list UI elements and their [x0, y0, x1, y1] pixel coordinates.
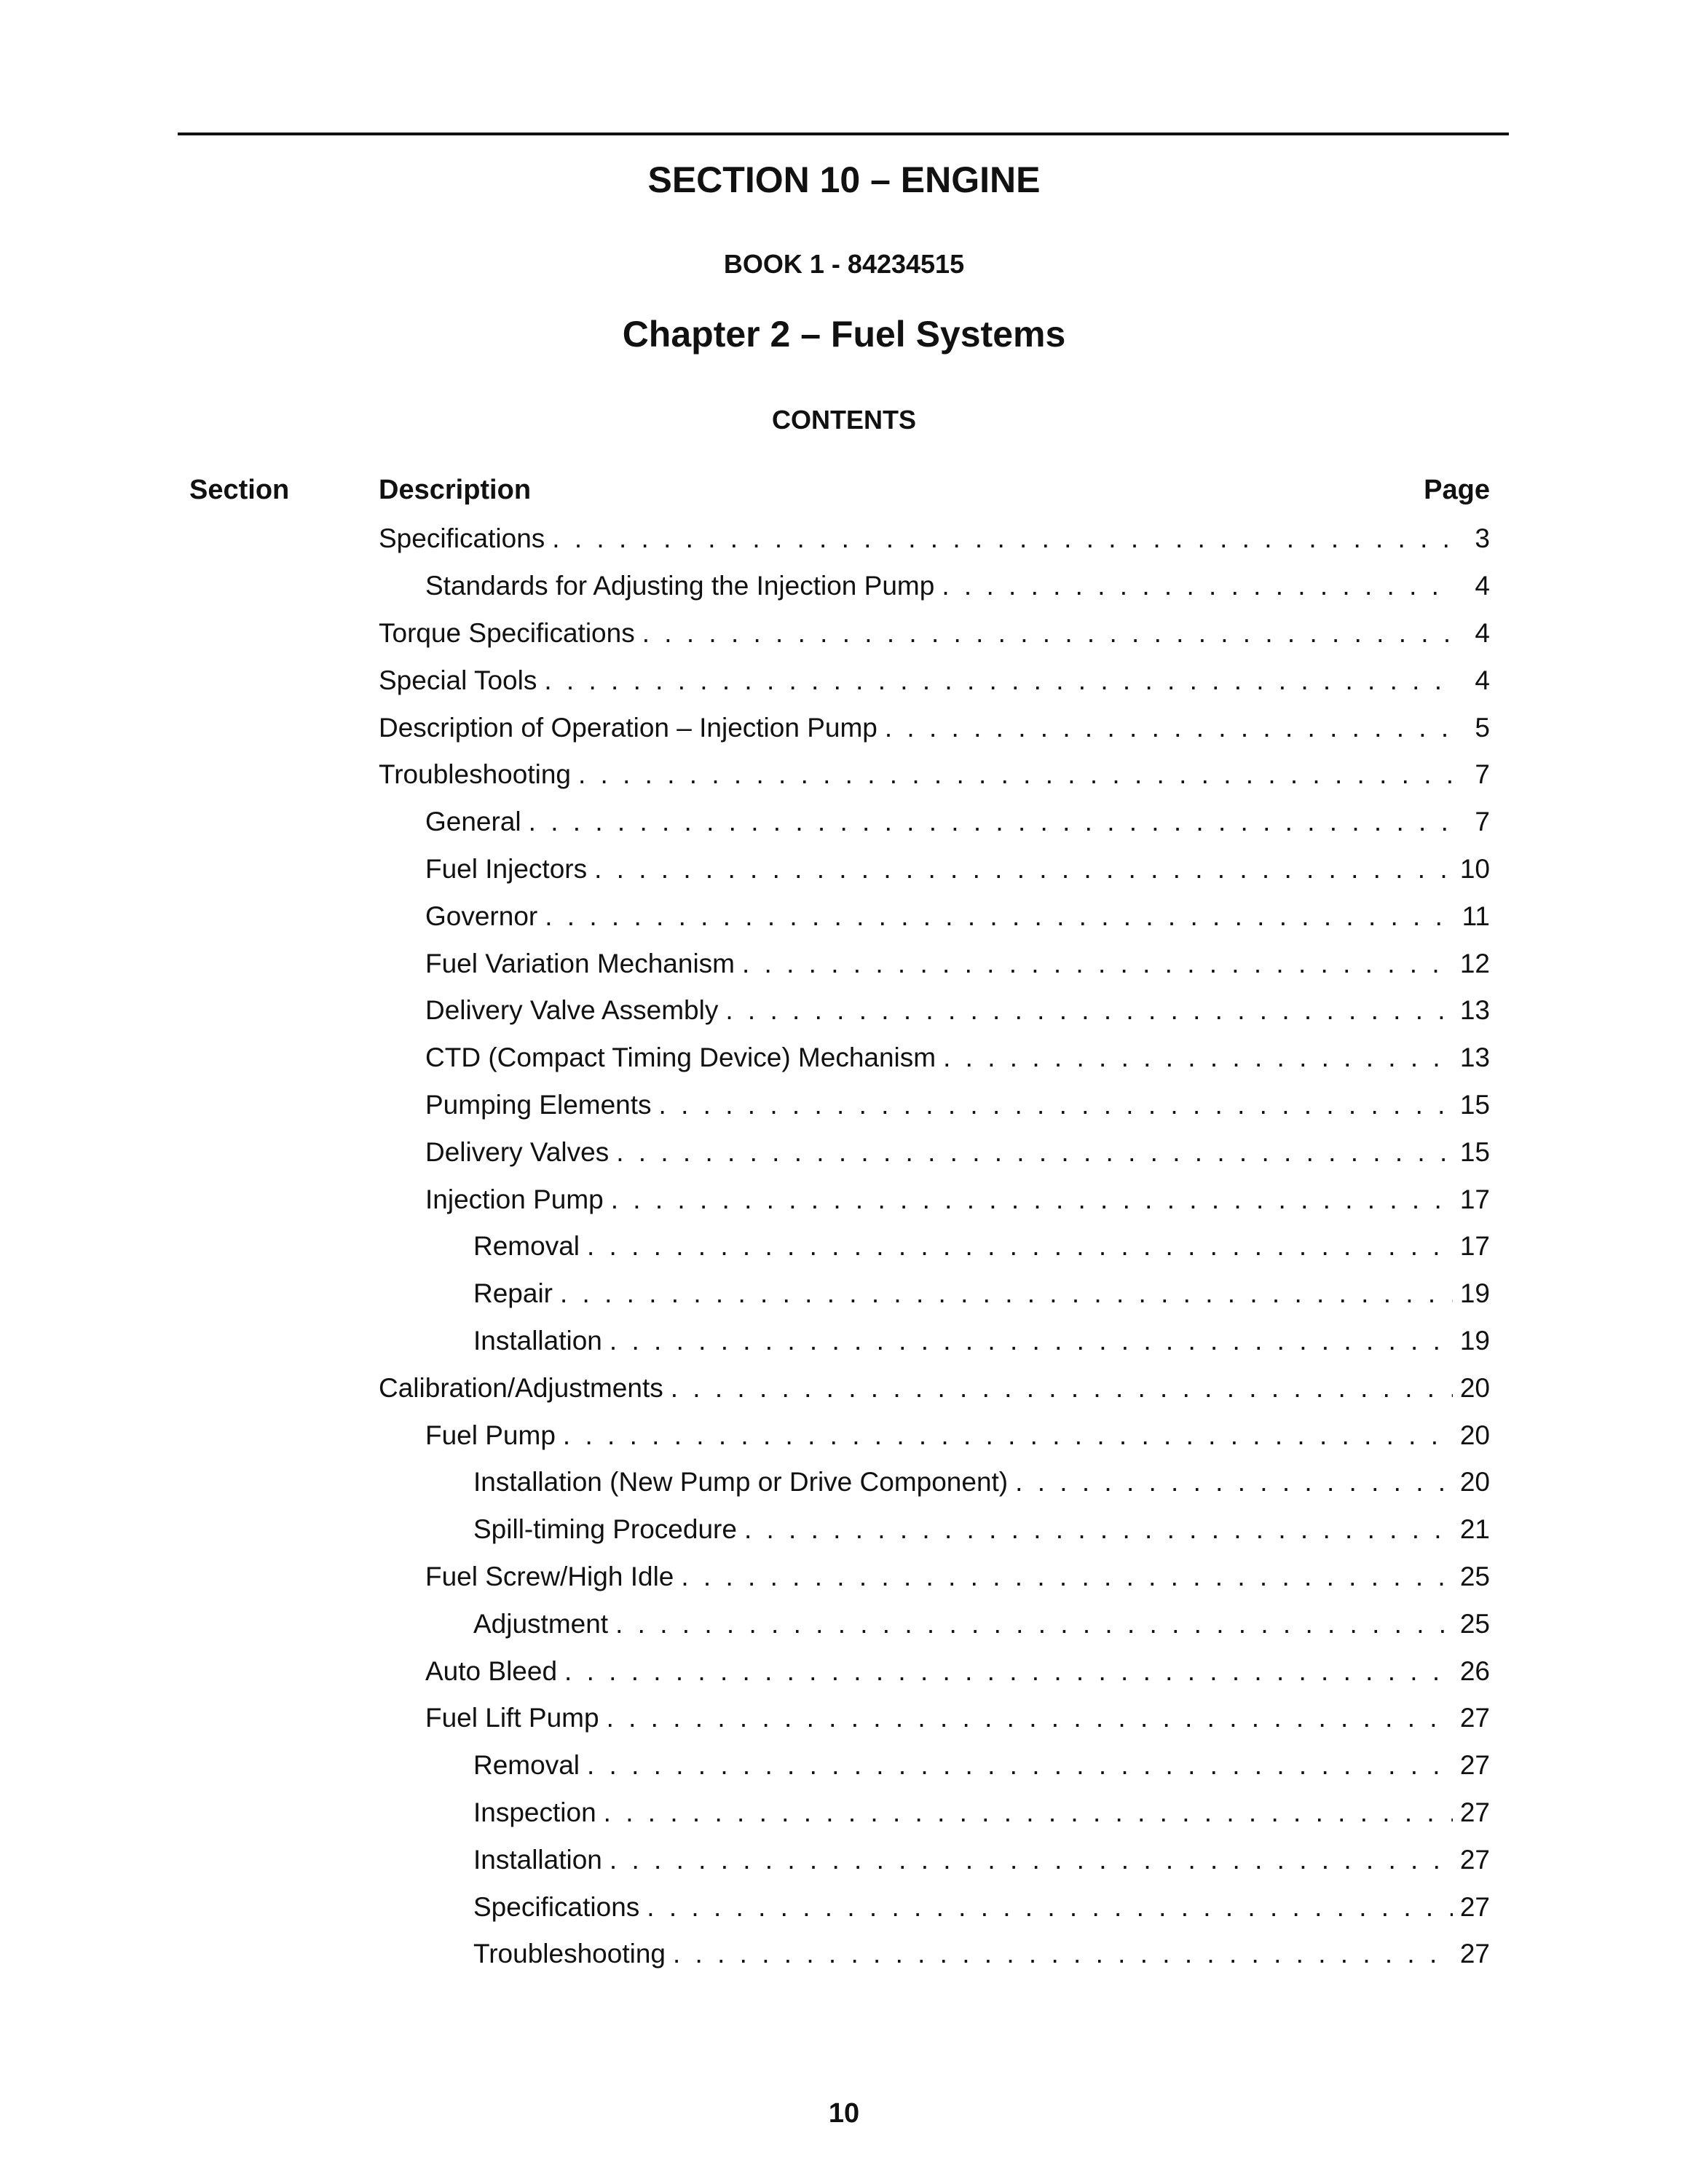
toc-entry [379, 1695, 1490, 1742]
toc-entry [379, 1931, 1490, 1978]
toc-entry [379, 1364, 1490, 1412]
toc-entry [379, 751, 1490, 799]
toc-entry-page: 7 [1475, 759, 1490, 790]
toc-entry [379, 1082, 1490, 1129]
toc-entry [379, 1554, 1490, 1601]
toc-entry [379, 515, 1490, 563]
toc-entry-title: Pumping Elements [425, 1089, 652, 1120]
toc-dot-leader [578, 759, 1454, 790]
toc-entry-page: 20 [1459, 1420, 1490, 1450]
toc-entry-title: Calibration/Adjustments [379, 1372, 663, 1403]
toc-entry-page: 7 [1475, 807, 1490, 837]
toc-entry-title: Fuel Screw/High Idle [425, 1561, 674, 1591]
toc-entry-title: Removal [473, 1231, 580, 1262]
toc-entry [379, 704, 1490, 751]
toc-dot-leader [560, 1278, 1453, 1309]
toc-entry-title: General [425, 807, 521, 837]
toc-entry-page: 25 [1459, 1608, 1490, 1639]
toc-entry-page: 15 [1459, 1136, 1490, 1167]
toc-entry [379, 940, 1490, 987]
toc-entry [379, 893, 1490, 940]
toc-entry [379, 1270, 1490, 1318]
toc-entry-page: 5 [1475, 712, 1490, 743]
toc-entry [379, 657, 1490, 704]
toc-dot-leader [647, 1892, 1453, 1923]
toc-dot-leader [587, 1750, 1453, 1781]
toc-entry-page: 27 [1459, 1844, 1490, 1875]
toc-entry [379, 1647, 1490, 1695]
toc-entry [379, 1506, 1490, 1554]
toc-entry-page: 4 [1475, 665, 1490, 695]
toc-entry-page: 20 [1459, 1372, 1490, 1403]
toc-entry-title: Troubleshooting [379, 759, 571, 790]
toc-entry-title: Installation [473, 1844, 602, 1875]
toc-dot-leader [742, 949, 1453, 979]
toc-entry-page: 17 [1459, 1231, 1490, 1262]
toc-entry-page: 25 [1459, 1561, 1490, 1591]
toc-dot-leader [673, 1939, 1453, 1969]
toc-dot-leader [671, 1373, 1453, 1404]
toc-entry-title: Fuel Injectors [425, 853, 588, 884]
toc-entry [379, 1836, 1490, 1883]
toc-dot-leader [587, 1231, 1453, 1262]
toc-dot-leader [604, 1797, 1453, 1828]
toc-dot-leader [545, 901, 1454, 932]
toc-entry-title: Inspection [473, 1797, 596, 1827]
toc-entry-title: Troubleshooting [473, 1939, 666, 1969]
toc-dot-leader [610, 1326, 1453, 1356]
toc-entry [379, 799, 1490, 846]
toc-entry-page: 4 [1475, 571, 1490, 601]
toc-entry [379, 987, 1490, 1034]
toc-entry [379, 1318, 1490, 1365]
toc-entry-page: 4 [1475, 617, 1490, 648]
toc-entry-page: 27 [1459, 1891, 1490, 1922]
toc-dot-leader [885, 713, 1454, 743]
toc-dot-leader [529, 807, 1454, 837]
toc-entry [379, 1034, 1490, 1082]
column-header-description: Description [379, 475, 532, 505]
toc-entry [379, 1412, 1490, 1459]
contents-heading: CONTENTS [772, 405, 916, 435]
toc-entry-title: Specifications [473, 1891, 640, 1922]
toc-entry-page: 3 [1475, 523, 1490, 554]
toc-entry-page: 27 [1459, 1750, 1490, 1781]
toc-dot-leader [564, 1656, 1453, 1687]
toc-entry-page: 19 [1459, 1278, 1490, 1309]
toc-entry-page: 27 [1459, 1703, 1490, 1733]
toc-entry-title: Repair [473, 1278, 553, 1309]
toc-entry-title: Fuel Lift Pump [425, 1703, 599, 1733]
toc-entry [379, 1883, 1490, 1931]
toc-dot-leader [610, 1845, 1453, 1875]
toc-entry [379, 1742, 1490, 1789]
toc-dot-leader [744, 1514, 1453, 1545]
toc-entry-title: Governor [425, 901, 538, 931]
toc-entry-title: Adjustment [473, 1608, 609, 1639]
toc-dot-leader [943, 1042, 1453, 1073]
toc-entry [379, 610, 1490, 657]
toc-entry-page: 20 [1459, 1467, 1490, 1497]
toc-entry-page: 27 [1459, 1797, 1490, 1827]
toc-entry [379, 563, 1490, 610]
toc-dot-leader [611, 1184, 1453, 1215]
toc-entry-title: Description of Operation – Injection Pump [379, 712, 877, 743]
column-header-page: Page [1424, 475, 1490, 505]
toc-entry-title: Spill-timing Procedure [473, 1514, 737, 1545]
toc-dot-leader [552, 523, 1454, 554]
toc-dot-leader [725, 995, 1453, 1026]
toc-dot-leader [681, 1562, 1452, 1592]
toc-entry-title: Delivery Valve Assembly [425, 995, 719, 1026]
toc-entry-page: 26 [1459, 1655, 1490, 1686]
toc-entry [379, 1176, 1490, 1223]
toc-entry-title: Torque Specifications [379, 617, 635, 648]
toc-entry-title: Installation (New Pump or Drive Component) [473, 1467, 1009, 1497]
toc-entry-page: 21 [1459, 1514, 1490, 1545]
toc-entry [379, 1459, 1490, 1506]
toc-entry-title: Auto Bleed [425, 1655, 558, 1686]
toc-entry-title: CTD (Compact Timing Device) Mechanism [425, 1042, 936, 1073]
toc-entry-title: Delivery Valves [425, 1136, 610, 1167]
column-header-section: Section [189, 475, 290, 505]
toc-entry-page: 12 [1459, 948, 1490, 978]
toc-entry-title: Fuel Variation Mechanism [425, 948, 735, 978]
toc-entry-page: 27 [1459, 1939, 1490, 1969]
toc-entry-title: Injection Pump [425, 1184, 604, 1214]
toc-entry [379, 1600, 1490, 1647]
toc-entry-page: 17 [1459, 1184, 1490, 1214]
toc-dot-leader [607, 1703, 1453, 1733]
toc-entry-title: Special Tools [379, 665, 537, 695]
chapter-title: Chapter 2 – Fuel Systems [622, 314, 1066, 355]
toc-dot-leader [659, 1090, 1453, 1120]
toc-entry-page: 13 [1459, 1042, 1490, 1073]
toc-entry-title: Specifications [379, 523, 545, 554]
page-number: 10 [828, 2098, 860, 2129]
toc-entry-page: 10 [1459, 853, 1490, 884]
toc-entry [379, 1223, 1490, 1270]
toc-entry-title: Installation [473, 1325, 602, 1356]
top-rule [178, 132, 1509, 135]
toc-entry-page: 13 [1459, 995, 1490, 1026]
toc-dot-leader [615, 1609, 1453, 1639]
toc-entry-title: Fuel Pump [425, 1420, 556, 1450]
table-of-contents [379, 515, 1490, 1978]
toc-entry-page: 15 [1459, 1089, 1490, 1120]
toc-entry-page: 19 [1459, 1325, 1490, 1356]
toc-dot-leader [544, 665, 1454, 696]
toc-entry-title: Removal [473, 1750, 580, 1781]
book-number: BOOK 1 - 84234515 [723, 249, 965, 279]
toc-entry [379, 846, 1490, 893]
toc-entry-title: Standards for Adjusting the Injection Pump [425, 571, 935, 601]
toc-entry-page: 11 [1462, 901, 1490, 931]
toc-entry [379, 1789, 1490, 1837]
toc-dot-leader [563, 1420, 1453, 1451]
toc-dot-leader [594, 854, 1453, 885]
toc-entry [379, 1128, 1490, 1176]
section-title: SECTION 10 – ENGINE [647, 159, 1041, 200]
toc-dot-leader [642, 618, 1454, 649]
toc-dot-leader [616, 1137, 1453, 1168]
toc-dot-leader [942, 571, 1454, 601]
toc-dot-leader [1015, 1467, 1453, 1497]
